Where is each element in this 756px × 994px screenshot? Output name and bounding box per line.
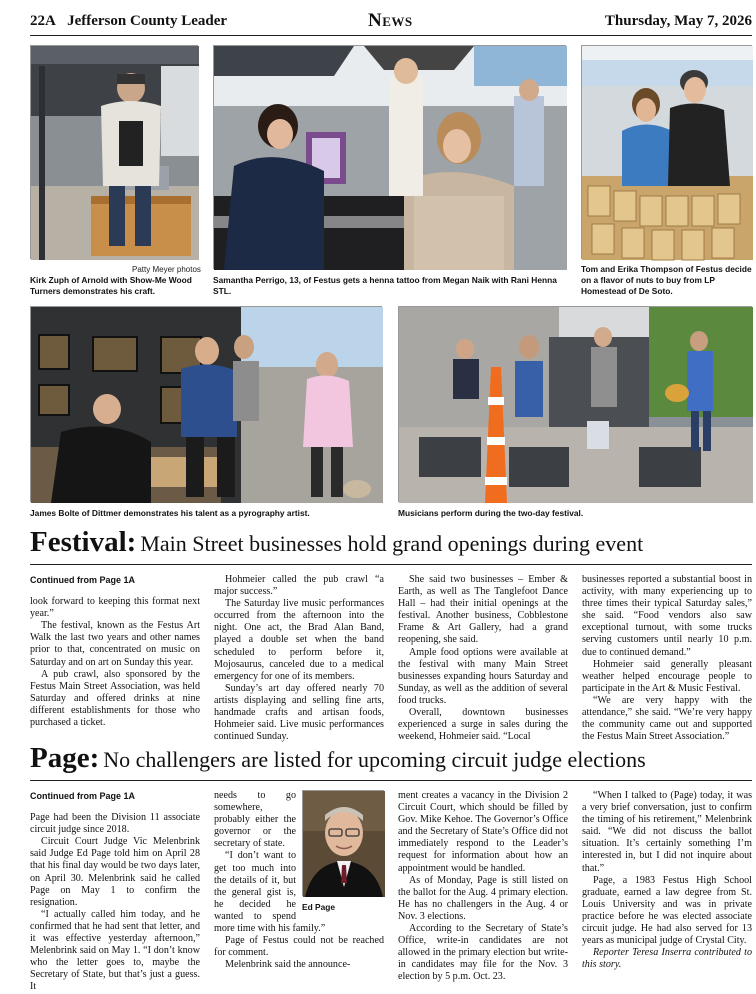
page-story-column-1 — [30, 790, 200, 994]
paragraph: The Saturday live music performances occurred from the afternoon into the night. One act, the Brad Alan Band, played a double set when the band scheduled to perform before it, Mojosaurus, canceled due to a medical emergency for one of its members. — [214, 598, 384, 682]
paragraph: Sunday’s art day offered nearly 70 artists displaying and selling fine arts, handmade crafts and artisan foods, Hohmeier said. Live music performances continued Sunday. — [214, 682, 384, 743]
page-story-column-4 — [582, 790, 752, 971]
continued-from-note: Continued from Page 1A — [30, 791, 136, 801]
page-story-headline-deck: No challengers are listed for upcoming circuit judge elections — [103, 747, 646, 772]
byline: Reporter Teresa Inserra contributed to this story. — [582, 947, 752, 971]
photo-pyrography — [30, 306, 382, 502]
caption-henna: Samantha Perrigo, 13, of Festus gets a henna tattoo from Megan Naik with Rani Henna STL. — [213, 275, 557, 296]
photo-credit: Patty Meyer photos — [132, 265, 201, 274]
paragraph: “I actually called him today, and he confirmed that he had sent that letter, and it was effective yesterday afternoon,” Melenbrink said on May 1. “I don’t know who the letter goes to, maybe the Secretary of State, but that’s just a guess. It — [30, 908, 200, 993]
paragraph: Page of Festus could not be reached for comment. — [214, 935, 384, 959]
photo-henna — [213, 45, 566, 269]
portrait-block — [302, 790, 384, 913]
photo-nuts — [581, 45, 752, 259]
portrait-ed-page — [302, 790, 384, 896]
paragraph: According to the Secretary of State’s Office, write-in candidates are not allowed in the primary election but write-in candidates may file for the Nov. 3 election by 5 p.m. Oct. 23. — [398, 923, 568, 983]
paragraph: A pub crawl, also sponsored by the Festus Main Street Association, was held Saturday and offered drinks at nine different establishments for those who purchased a ticket. — [30, 668, 200, 729]
caption-nuts: Tom and Erika Thompson of Festus decide on a flavor of nuts to buy from LP Homestead of De Soto. — [581, 264, 752, 296]
paragraph: needs to go somewhere, probably either the governor or the secretary of state. — [214, 790, 296, 850]
paragraph: “We are very happy with the attendance,” she said. “We’re very happy the community came out and supported the Festus Main Street Association.” — [582, 694, 752, 743]
page-story-headline-rule — [30, 780, 752, 781]
caption-musicians: Musicians perform during the two-day festival. — [398, 508, 584, 518]
paragraph: As of Monday, Page is still listed on the ballot for the Aug. 4 primary election. He has no challengers in the Aug. 4 or Nov. 3 elections. — [398, 874, 568, 922]
page-header — [30, 10, 752, 36]
festival-column-1 — [30, 574, 200, 729]
paragraph: “I don’t want to get too much into the details of it, but the general gist is, he decided he wanted to spend more time with his family.” — [214, 850, 326, 935]
paragraph: Circuit Court Judge Vic Melenbrink said Judge Ed Page told him on April 28 that his final day would be two days later, on April 30. Melenbrink said he called Page on May 1 to confirm the resignation. — [30, 836, 200, 908]
paragraph: Ample food options were available at the festival with many Main Street businesses expanding hours Saturday and Sunday, as well as the addition of several food trucks. — [398, 646, 568, 706]
page-story-headline — [30, 742, 646, 775]
section-name: News — [368, 10, 413, 31]
festival-column-3 — [398, 574, 568, 743]
photo-musicians — [398, 306, 752, 502]
page-number-and-publication: 22A Jefferson County Leader — [30, 13, 228, 29]
paragraph: She said two businesses – Ember & Earth, as well as The Tanglefoot Dance Hall – had their initial openings at the festival. Another business, Cobblestone Frame & Art Gallery, had a grand reopening, she said. — [398, 574, 568, 646]
festival-headline-kicker: Festival: — [30, 526, 137, 558]
festival-headline-rule — [30, 564, 752, 565]
caption-woodturner: Kirk Zuph of Arnold with Show-Me Wood Turners demonstrates his craft. — [30, 275, 192, 296]
festival-column-2 — [214, 574, 384, 743]
festival-headline-deck: Main Street businesses hold grand openings during event — [140, 531, 644, 556]
paragraph: look forward to keeping this format next year.” — [30, 596, 200, 620]
paragraph: businesses reported a substantial boost in activity, with many experiencing up to three times their typical Saturday sales,” she said. “Food vendors also saw exceptional turnout, with some trucks serving customers until nearly 10 p.m. due to continued demand.” — [582, 574, 752, 658]
page-story-column-2 — [214, 790, 384, 971]
photo-woodturner — [30, 45, 198, 259]
festival-column-4 — [582, 574, 752, 743]
paragraph: Hohmeier called the pub crawl “a major success.” — [214, 574, 384, 598]
paragraph: Overall, downtown businesses experienced a surge in sales during the weekend, Hohmeier said. “Local — [398, 707, 568, 743]
continued-from-note: Continued from Page 1A — [30, 575, 136, 585]
paragraph: Hohmeier said generally pleasant weather helped encourage people to participate in the Art & Music Festival. — [582, 658, 752, 694]
paragraph: Melenbrink said the announce- — [225, 959, 351, 971]
paragraph: Page, a 1983 Festus High School graduate, earned a law degree from St. Louis University and was in private practice before he was elected associate circuit judge. He had also served for 13 years as municipal judge of Crystal City. — [582, 874, 752, 947]
caption-portrait: Ed Page — [302, 902, 336, 912]
page-story-column-3 — [398, 790, 568, 984]
caption-pyrography: James Bolte of Dittmer demonstrates his talent as a pyrography artist. — [30, 508, 310, 518]
page-story-headline-kicker: Page: — [30, 742, 100, 774]
paragraph: “When I talked to (Page) today, it was a very brief conversation, just to confirm the timing of his retirement,” Melenbrink said. “We did not discuss the ballot situation. It’s certainly something I’m interested in, but I did not inquire about that.” — [582, 790, 752, 874]
paragraph: ment creates a vacancy in the Division 2 Circuit Court, which should be filled by Gov. Mike Kehoe. The Governor’s Office and the Secretary of State’s Office did not immediately respond to the Leader’s request for information about how an appointment would be handled. — [398, 790, 568, 874]
paragraph: Page had been the Division 11 associate circuit judge since 2018. — [30, 812, 200, 836]
paragraph: The festival, known as the Festus Art Walk the last two years and other names prior to that, concentrated on music on Saturday and on art on Sunday this year. — [30, 620, 200, 668]
festival-headline — [30, 526, 643, 559]
issue-date: Thursday, May 7, 2026 — [604, 13, 752, 29]
